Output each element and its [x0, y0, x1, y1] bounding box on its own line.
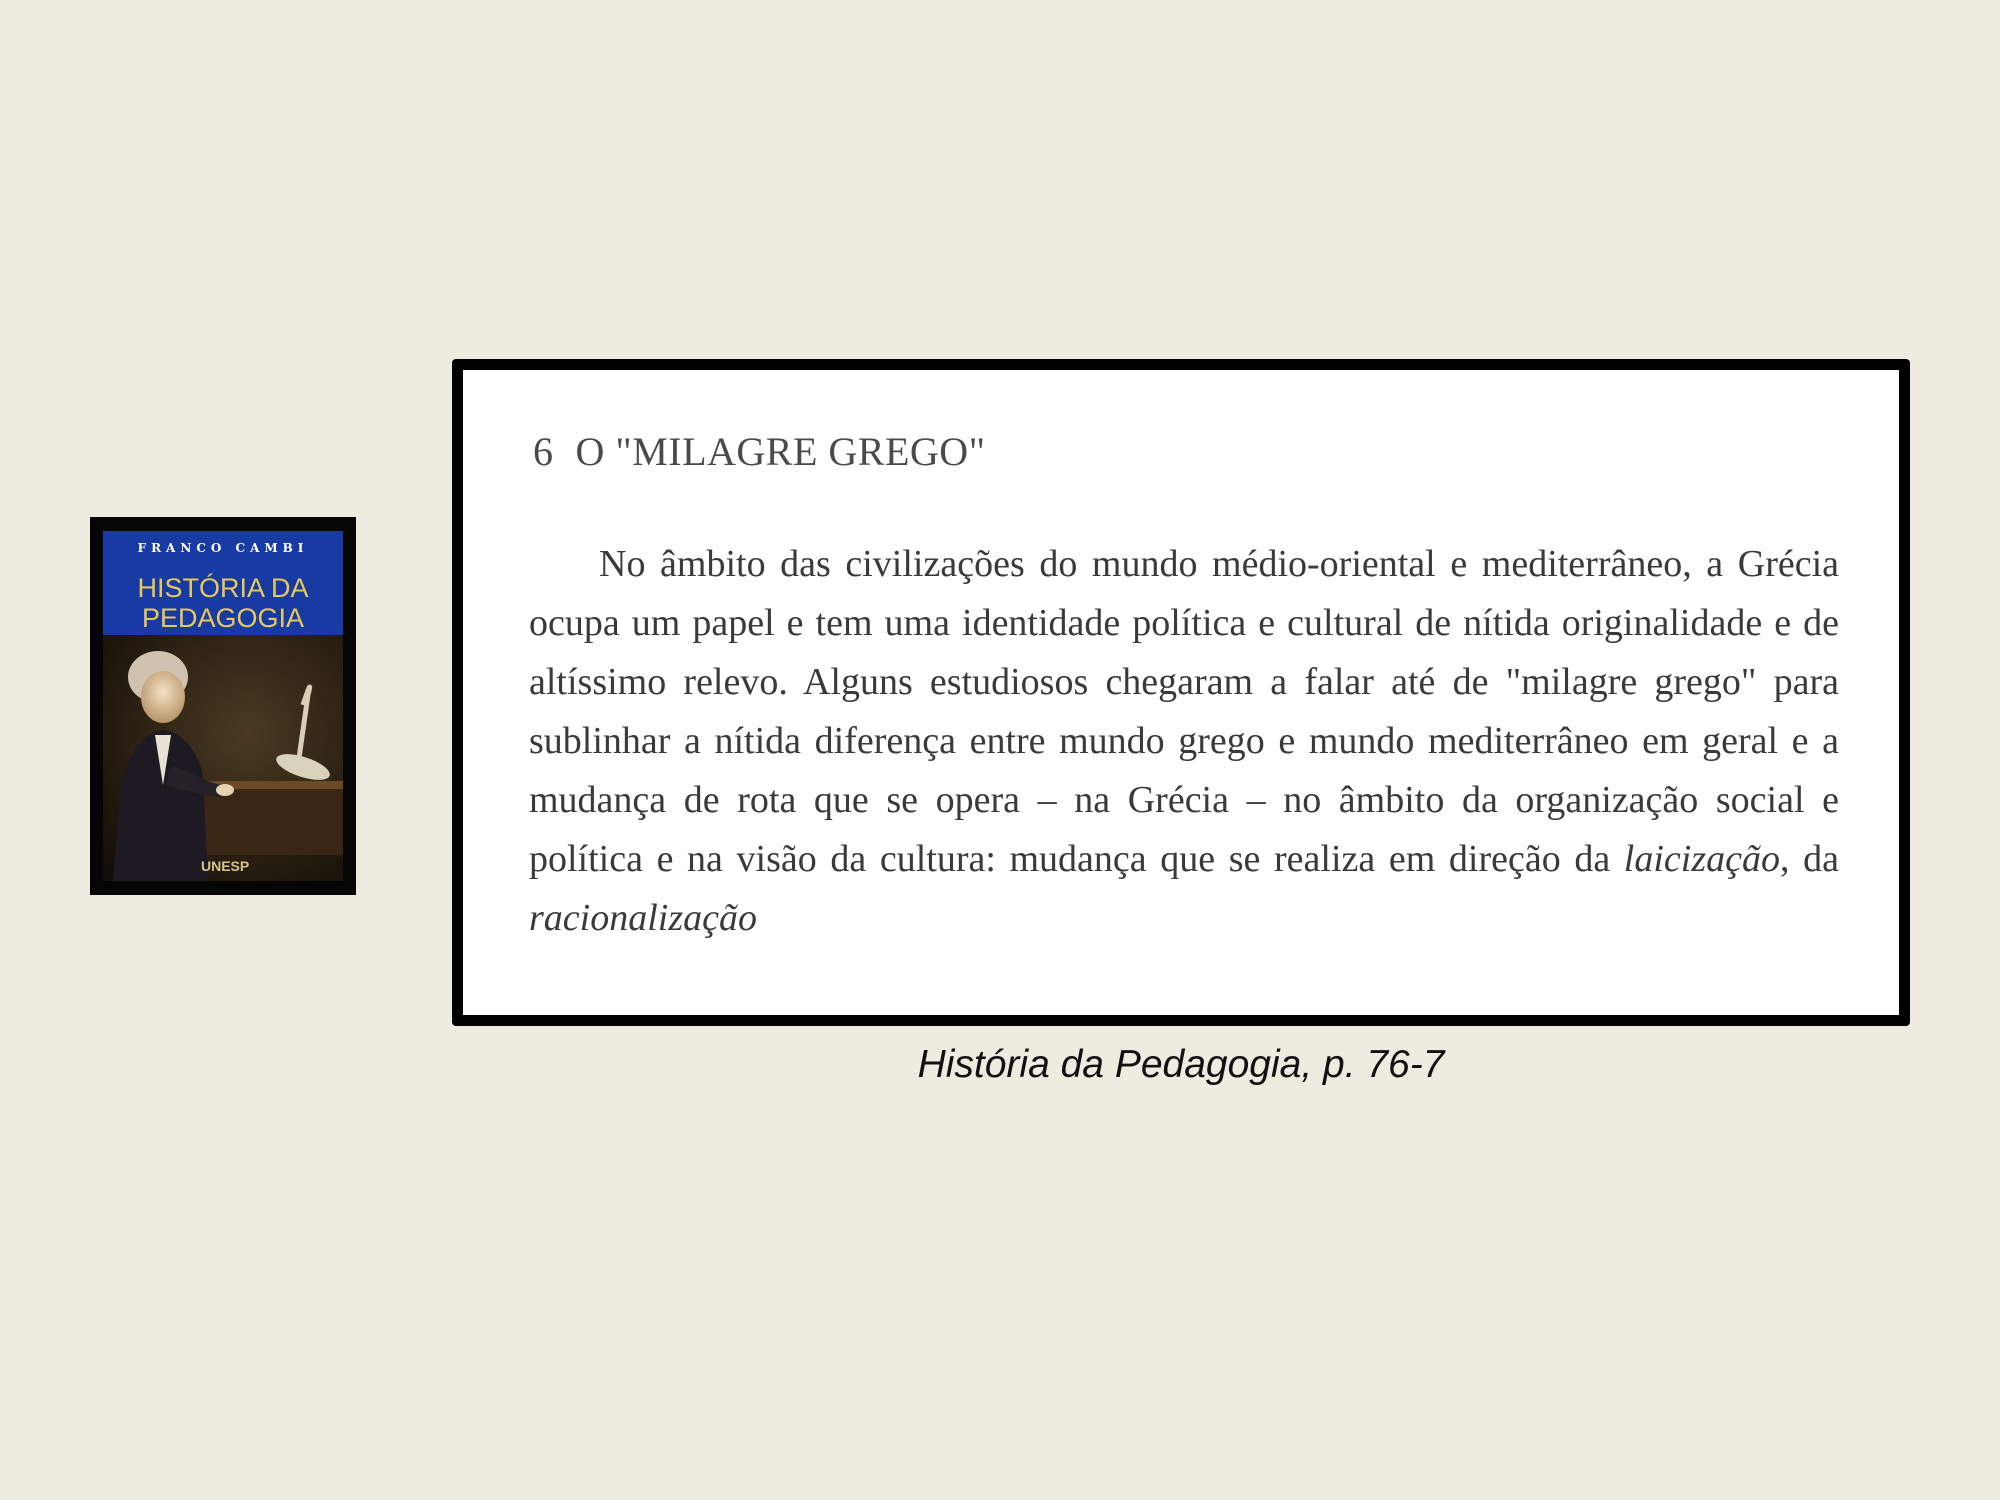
excerpt-italic-term: laicização: [1623, 838, 1780, 880]
book-cover-inner: [103, 531, 343, 881]
excerpt-separator: , da: [1780, 838, 1839, 880]
cover-author: FRANCO CAMBI: [137, 541, 309, 555]
book-cover: [90, 517, 356, 895]
excerpt-italic-term: racionalização: [529, 897, 757, 939]
publisher-logo: UNESP: [201, 858, 250, 874]
section-number: 6: [533, 429, 554, 474]
excerpt-text: No âmbito das civilizações do mundo médio-oriental e mediterrâneo, a Grécia ocupa um papel e tem uma identidade política e cultural de nítida originalidade e de altíssimo relevo. Alguns estudiosos chegaram a falar até de "milagre grego" para sublinhar a nítida diferença entre mundo grego e mundo mediterrâneo em geral e a mudança de rota que se opera – na Grécia – no âmbito da organização social e política e na visão da cultura: mudança que se realiza em direção da: [529, 543, 1839, 880]
cover-title: HISTÓRIA DA PEDAGOGIA: [137, 573, 309, 633]
source-caption: História da Pedagogia, p. 76-7: [917, 1043, 1445, 1086]
excerpt-heading: [533, 428, 986, 475]
cover-painting: [103, 635, 343, 881]
excerpt-paragraph: [529, 535, 1839, 948]
excerpt-frame: [452, 359, 1910, 1026]
section-title: O "MILAGRE GREGO": [575, 429, 986, 474]
